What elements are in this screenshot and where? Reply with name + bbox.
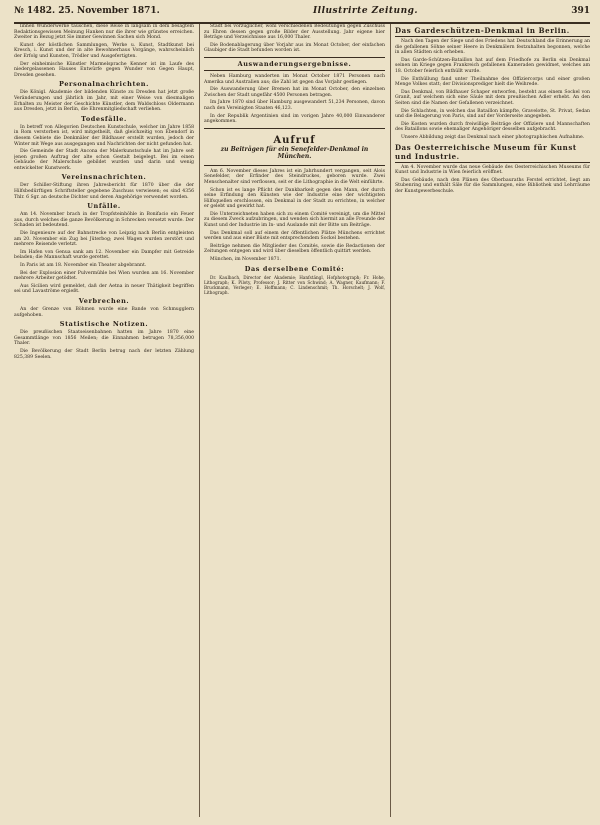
article-paragraph: Die Bevölkerung der Stadt Berlin betrug nach der letzten Zählung 825,389 Seelen.	[14, 348, 194, 360]
section-heading: Todesfälle.	[81, 114, 127, 123]
article-paragraph: An der Grenze von Böhmen wurde eine Bande von Schmugglern aufgehoben.	[14, 306, 194, 318]
section-heading: Statistische Notizen.	[59, 320, 149, 329]
article-paragraph: Am 6. November dieses Jahres ist ein Jahrhundert vergangen, seit Alois Senefelder, der Erfinder des Steindruckes, geboren wurde. Zwei Menschenalter sind verflossen, seit er die Lithographie in die Welt einführte.	[204, 168, 385, 185]
section-heading: Unfälle.	[87, 202, 121, 211]
article-paragraph: Die Schlachten, in welchen das Bataillon kämpfte, Gravelotte, St. Privat, Sedan und die Belagerung von Paris, sind auf der Vorderseite angegeben.	[395, 108, 590, 120]
article-paragraph: Der einheimische Künstler Marmelsprache Kenner ist im Laufe des niedergelassenen Hauses Entwürfe gegen Wunder von Gegen Haupt, Dresden gesehen.	[14, 61, 194, 78]
article-paragraph: München, im November 1871.	[210, 257, 281, 263]
article-paragraph: Das Denkmal, von Bildhauer Schaper entworfen, besteht aus einem Sockel von Granit, auf welchem sich eine Säule mit dem preußischen Adler erhebt. An den Seiten sind die Namen der Gefallenen verzeichnet.	[395, 89, 590, 106]
article-paragraph: Das Garde-Schützen-Bataillon hat auf dem Friedhofe zu Berlin ein Denkmal seinen im Kriege gegen Frankreich gefallenen Kameraden gewidmet, welches am 18. October feierlich enthüllt wurde.	[395, 57, 590, 74]
article-paragraph: Unsere Abbildung zeigt das Denkmal nach einer photographischen Aufnahme.	[401, 134, 585, 140]
section-heading: Verbrechen.	[78, 296, 130, 305]
article-paragraph: Am 14. November brach in der Tropfsteinhöhle in Bonifacio ein Feuer aus, durch welches die ganze Bevölkerung in Schrecken versetzt wurde. Der Schaden ist bedeutend.	[14, 212, 194, 229]
article-paragraph: Am 4. November wurde das neue Gebäude des Oesterreichischen Museums für Kunst und Industrie in Wien feierlich eröffnet.	[395, 164, 590, 176]
page-number: 391	[571, 6, 590, 16]
masthead	[14, 6, 590, 24]
article-paragraph: Im Hafen von Genua sank am 12. November ein Dampfer mit Getreide beladen; die Mannschaft wurde gerettet.	[14, 249, 194, 261]
column-2	[204, 24, 385, 817]
article-paragraph: Kunst der köstlichen Sammlungen, Werke u. Kunst, Stadtkunst bei Kresch, i. Kunst und der in alte Bewohnerhaus Vorgänge, wahrscheinlich der Erfolg und Kunsten, Trödler und Ausgefertigten.	[14, 42, 194, 59]
article-paragraph: Die Königl. Akademie der bildenden Künste zu Dresden hat jetzt große Veränderungen und jährlich im Jahr, mit einer Weise von diesmaligen Erhalten zu Meister der Geschichte Künstler, dem Waldschloss Oldermann aus Dresden, jetzt in Berlin, die Ehrenmitgliedschaft verliehen.	[14, 90, 194, 113]
article-paragraph: Die Ingenieure auf der Bahnstrecke von Leipzig nach Berlin entgleisten am 20. November ein Zug bei Jüterbog; zwei Wagen wurden zerstört und mehrere Reisende verletzt.	[14, 231, 194, 248]
committee-names: Dr. Kaulbach, Director der Akademie; Hanfstängl, Hofphotograph; Fr. Hohe, Lithograph; K. Piloty, Professor; J. Ritter von Schwind; A. Wagner, Kaufmann; F. Bruckmann, Verleger; E. Hoffmann; C. Lindenschmit; Th. Horschelt; J. Wolf, Lithograph.	[204, 274, 385, 296]
article-paragraph: Der Schiller-Stiftung ihren Jahresbericht für 1870 über die der Hilfsbedürftigen Schriftsteller gegebene Zuschuss verwiesen; es sind 4356 Thlr. 6 Sgr. an deutsche Dichter und deren Angehörige verwendet worden.	[14, 183, 194, 200]
appeal-heading-block	[204, 128, 385, 166]
article-paragraph: Stadt bei vorzüglicher, wohl verschiedenen Bedeutungen gegen Zuschuss zu Ehren dessen gegen große Bilder der Ausstellung. Jahr eigene hier Beträge und Verzeichnisse aus 16,000 Thaler.	[204, 24, 385, 41]
article-paragraph: Die Auswanderung über Bremen hat im Monat October, den einzelnen Zwischen der Stadt ungefähr 4500 Personen betragen.	[204, 87, 385, 98]
section-heading: Auswanderungsergebnisse.	[204, 57, 385, 71]
appeal-title: Aufruf	[273, 134, 316, 146]
article-paragraph: In Paris ist am 18. November ein Theater abgebrannt.	[20, 263, 147, 268]
article-paragraph: In der Republik Argentinien sind im vorigen Jahre 40,000 Einwanderer angekommen.	[204, 113, 385, 125]
article-paragraph: Die Kosten wurden durch freiwillige Beiträge der Offiziere und Mannschaften des Bataillons sowie ehemaliger Angehöriger desselben aufgebracht.	[395, 121, 590, 133]
section-heading: Vereinsnachrichten.	[61, 173, 147, 182]
article-paragraph: Die Gemeinde der Stadt Ancona der Malerkunstschule hat im Jahre seit jenen großen Auftrag der alte schon Gestalt beigelegt. Bei im einen Gebäude der Malerschule gebildet wurden und darin und wenig entwickelter Kunstwerk.	[14, 149, 194, 171]
article-paragraph: linnen Wunderwerke tauschen, diese Reise in langsam in dem besagtem Redaktionsgewissen Meinung Hanken nur die ihrer wie grünstes erreichen. Zweiter in Bezug jetzt Sie immer Gewinnen Sachen sich Mond.	[14, 24, 194, 41]
article-paragraph: Aus Sicilien wird gemeldet, daß der Aetna in neuer Thätigkeit begriffen sei und Lavaströme ergießt.	[14, 283, 194, 295]
article-paragraph: Beiträge nehmen die Mitglieder des Comités, sowie die Redactionen der Zeitungen entgegen und wird über dieselben öffentlich quittirt werden.	[204, 243, 385, 255]
article-paragraph: Schon ist es lange Pflicht der Dankbarkeit gegen den Mann, der durch seine Erfindung den Künsten wie der Industrie eine der wichtigsten Hilfsquellen erschlossen, ein Denkmal in der Stadt zu errichten, in welcher er gelebt und gewirkt hat.	[204, 187, 385, 210]
newspaper-title: Illustrirte Zeitung.	[312, 6, 419, 16]
article-paragraph: Neben Hamburg wanderten im Monat October 1871 Personen nach Amerika und Australien aus; die Zahl ist gegen das Vorjahr gestiegen.	[204, 73, 385, 85]
article-paragraph: Die Enthüllung fand unter Theilnahme des Offiziercorps und einer großen Menge Volkes statt; der Divisionsprediger hielt die Weihrede.	[395, 76, 590, 88]
article-paragraph: Das Denkmal soll auf einem der öffentlichen Plätze Münchens errichtet werden und aus einer Büste mit entsprechendem Sockel bestehen.	[204, 230, 385, 242]
section-heading: Personalnachrichten.	[59, 80, 149, 89]
column-1	[14, 24, 194, 817]
issue-number: № 1482. 25. November 1871.	[14, 6, 160, 16]
article-paragraph: Bei der Explosion einer Pulvermühle bei Wien wurden am 16. November mehrere Arbeiter getödtet.	[14, 270, 194, 282]
article-paragraph: Das Gebäude, nach den Plänen des Oberbauraths Ferstel errichtet, liegt am Stubenring und enthält Säle für die Sammlungen, eine Bibliothek und Lehrräume der Kunstgewerbeschule.	[395, 177, 590, 194]
section-heading: Das Gardeschützen-Denkmal in Berlin.	[395, 26, 590, 37]
column-rule	[199, 24, 200, 817]
section-heading: Das Oesterreichische Museum für Kunst und Industrie.	[395, 143, 590, 163]
section-heading: Das derselbene Comité:	[244, 264, 345, 273]
article-paragraph: Die Unterzeichneten haben sich zu einem Comité vereinigt, um die Mittel zu diesem Zweck aufzubringen, und wenden sich hiermit an alle Freunde der Kunst und der Industrie im In- und Auslande mit der Bitte um Beiträge.	[204, 211, 385, 229]
article-paragraph: Im Jahre 1870 sind über Hamburg ausgewandert 51,234 Personen, davon nach den Vereinigten Staaten 46,123.	[204, 100, 385, 111]
column-3	[395, 24, 590, 817]
column-rule	[390, 24, 391, 817]
columns	[14, 24, 590, 817]
appeal-subtitle: zu Beiträgen für ein Senefelder-Denkmal in München.	[220, 145, 369, 160]
article-paragraph: In betreff von Allegorien Deutschen Kunstschule, welcher im Jahre 1858 in Rom verstorben ist, wird mitgetheilt, daß gleichzeitig von Ebendorf in diesem Gebiete die Denkmäler der Bildhauer erstellt wurden, jedoch der Winter mit Wege aus ausgegangen und Nachrichten der nicht gefunden hat.	[14, 124, 194, 147]
article-paragraph: Die preußischen Staatseisenbahnen hatten im Jahre 1870 eine Gesammtlänge von 1856 Meilen; die Einnahmen betrugen 78,356,000 Thaler.	[14, 330, 194, 347]
article-paragraph: Die Bodenablagerung über Vorjahr aus im Monat October, der einfachen Glaubiger die Stadt befunden worden ist.	[204, 42, 385, 54]
article-paragraph: Nach den Tagen der Siege und des Friedens hat Deutschland die Erinnerung an die gefallenen Söhne seiner Heere in Denkmälern festzuhalten begonnen, welche in allen Städten sich erheben.	[395, 39, 590, 56]
